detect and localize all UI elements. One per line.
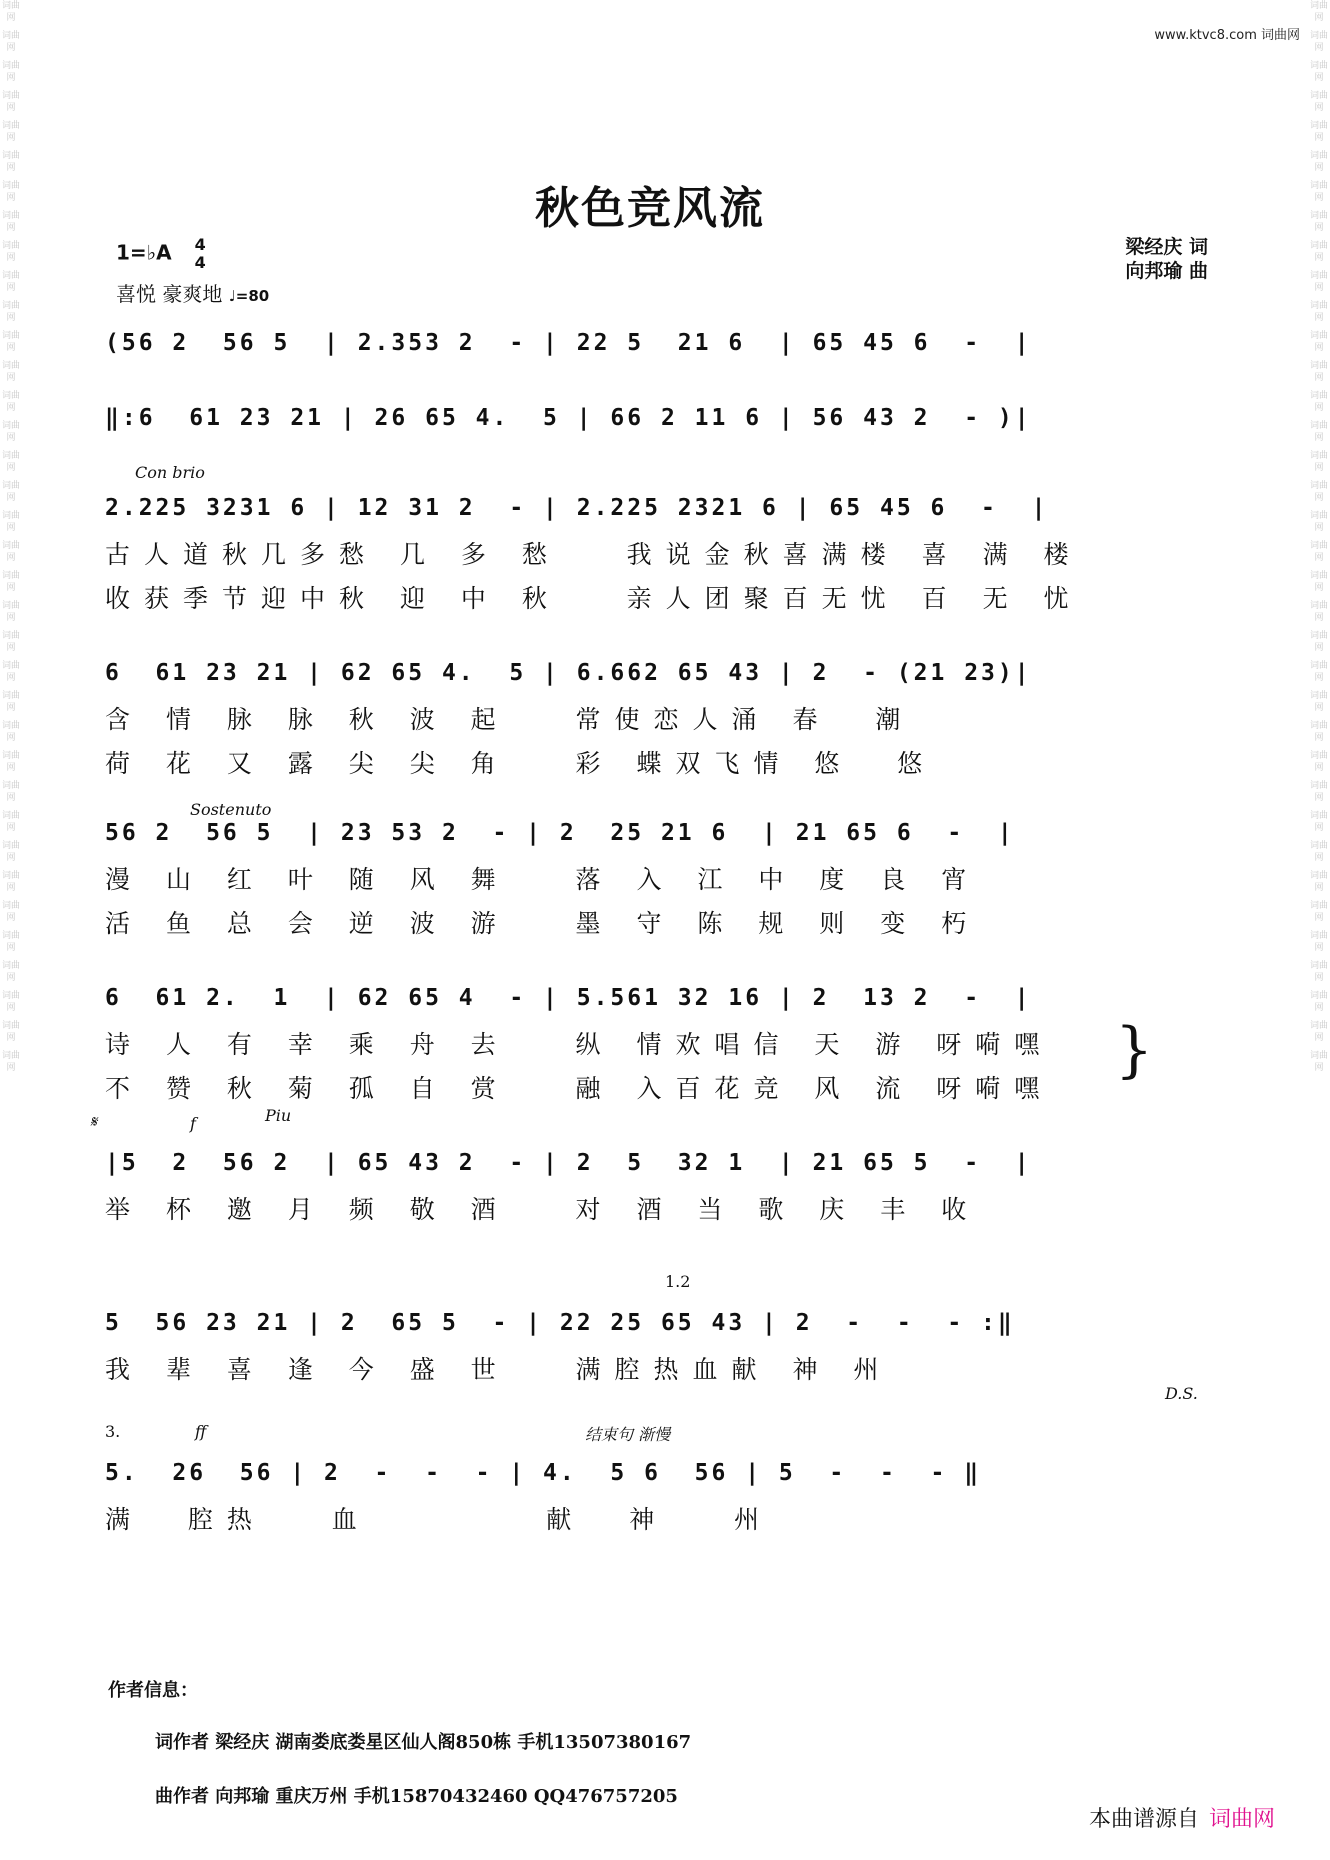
lyric-line-2: 收获季节迎中秋 迎 中 秋 亲人团聚百无忧 百 无 忧	[105, 584, 1083, 613]
watermark-text: 词曲网	[2, 751, 20, 773]
watermark-text: 词曲网	[1310, 271, 1328, 293]
watermark-text: 词曲网	[2, 631, 20, 653]
song-title: 秋色竞风流	[535, 183, 765, 234]
notation-line: 56 2 56 5 | 23 53 2 - | 2 25 21 6 | 21 65 6 - |	[105, 820, 1015, 846]
watermark-text: 词曲网	[1310, 301, 1328, 323]
watermark-text: 词曲网	[2, 421, 20, 443]
notation-line: 6 61 23 21 | 62 65 4. 5 | 6.662 65 43 | 2 - (21 23)|	[105, 660, 1032, 686]
lyricist-credit: 梁经庆 词	[1125, 236, 1208, 258]
source-brand[interactable]: 词曲网	[1208, 1807, 1275, 1832]
notation-line: 6 61 2. 1 | 62 65 4 - | 5.561 32 16 | 2 13 2 - |	[105, 985, 1032, 1011]
watermark-text: 词曲网	[1310, 181, 1328, 203]
watermark-text: 词曲网	[1310, 601, 1328, 623]
notation-line: 5 56 23 21 | 2 65 5 - | 22 25 65 43 | 2 - - - :‖	[105, 1310, 1015, 1336]
watermark-text: 词曲网	[2, 661, 20, 683]
watermark-text: 词曲网	[2, 181, 20, 203]
watermark-text: 词曲网	[1310, 1021, 1328, 1043]
watermark-strip-right	[1310, 0, 1328, 1860]
time-signature	[195, 236, 206, 272]
watermark-text: 词曲网	[1310, 391, 1328, 413]
expression-mark: Con brio	[135, 463, 205, 482]
watermark-text: 词曲网	[1310, 1051, 1328, 1073]
watermark-text: 词曲网	[2, 781, 20, 803]
watermark-text: 词曲网	[2, 331, 20, 353]
composer-info: 曲作者 向邦瑜 重庆万州 手机15870432460 QQ476757205	[155, 1786, 678, 1807]
notation-line: |5 2 56 2 | 65 43 2 - | 2 5 32 1 | 21 65 5 - |	[105, 1150, 1032, 1176]
watermark-text: 词曲网	[1310, 31, 1328, 53]
watermark-text: 词曲网	[1310, 811, 1328, 833]
expression-mark: f	[190, 1114, 196, 1133]
watermark-strip-left	[2, 0, 20, 1860]
watermark-text: 词曲网	[2, 991, 20, 1013]
watermark-text: 词曲网	[1310, 871, 1328, 893]
lyric-line-1: 含 情 脉 脉 秋 波 起 常使恋人涌 春 潮	[105, 705, 915, 734]
watermark-text: 词曲网	[1310, 841, 1328, 863]
watermark-text: 词曲网	[1310, 511, 1328, 533]
watermark-text: 词曲网	[2, 61, 20, 83]
watermark-text: 词曲网	[2, 241, 20, 263]
lyric-line-1: 古人道秋几多愁 几 多 愁 我说金秋喜满楼 喜 满 楼	[105, 540, 1083, 569]
notation-line: ‖:6 61 23 21 | 26 65 4. 5 | 66 2 11 6 | 56 43 2 - )|	[105, 405, 1032, 431]
watermark-text: 词曲网	[1310, 571, 1328, 593]
watermark-text: 词曲网	[1310, 61, 1328, 83]
lyric-line-1: 漫 山 红 叶 随 风 舞 落 入 江 中 度 良 宵	[105, 865, 981, 894]
watermark-text: 词曲网	[1310, 991, 1328, 1013]
watermark-text: 词曲网	[2, 511, 20, 533]
watermark-text: 词曲网	[2, 601, 20, 623]
watermark-text: 词曲网	[2, 961, 20, 983]
watermark-text: 词曲网	[1310, 361, 1328, 383]
key: 1=♭A	[116, 240, 172, 265]
volta-number: 1.2	[665, 1272, 691, 1291]
lyric-line-2: 活 鱼 总 会 逆 波 游 墨 守 陈 规 则 变 朽	[105, 909, 981, 938]
watermark-text: 词曲网	[1310, 241, 1328, 263]
watermark-text: 词曲网	[2, 691, 20, 713]
watermark-text: 词曲网	[1310, 631, 1328, 653]
watermark-text: 词曲网	[2, 721, 20, 743]
site-url[interactable]: www.ktvc8.com 词曲网	[1154, 28, 1300, 43]
watermark-text: 词曲网	[2, 151, 20, 173]
watermark-text: 词曲网	[2, 571, 20, 593]
watermark-text: 词曲网	[2, 391, 20, 413]
watermark-text: 词曲网	[2, 1051, 20, 1073]
watermark-text: 词曲网	[2, 901, 20, 923]
tempo-marking	[116, 278, 269, 307]
lyric-line-1: 满 腔热 血 献 神 州	[105, 1505, 774, 1534]
watermark-text: 词曲网	[2, 271, 20, 293]
watermark-text: 词曲网	[2, 301, 20, 323]
expression-mark: 结束句 渐慢	[585, 1425, 671, 1444]
lyric-line-1: 举 杯 邀 月 频 敬 酒 对 酒 当 歌 庆 丰 收	[105, 1195, 981, 1224]
expression-mark: Piu	[265, 1106, 292, 1125]
expression-mark: ff	[195, 1422, 207, 1441]
notation-line: 5. 26 56 | 2 - - - | 4. 5 6 56 | 5 - - - ‖	[105, 1460, 982, 1486]
watermark-text: 词曲网	[1310, 961, 1328, 983]
watermark-text: 词曲网	[2, 451, 20, 473]
dal-segno-mark: D.S.	[1165, 1384, 1198, 1403]
source-prefix: 本曲谱源自	[1088, 1807, 1199, 1832]
repeat-brace: }	[1115, 1015, 1154, 1085]
tempo-bpm: ♩=80	[228, 287, 270, 305]
watermark-text: 词曲网	[2, 211, 20, 233]
watermark-text: 词曲网	[1310, 1, 1328, 23]
watermark-text: 词曲网	[2, 31, 20, 53]
watermark-text: 词曲网	[1310, 751, 1328, 773]
notation-line: 2.225 3231 6 | 12 31 2 - | 2.225 2321 6 | 65 45 6 - |	[105, 495, 1049, 521]
tempo-text: 喜悦 豪爽地	[116, 282, 223, 306]
watermark-text: 词曲网	[1310, 481, 1328, 503]
watermark-text: 词曲网	[1310, 121, 1328, 143]
key-signature	[116, 236, 206, 272]
watermark-text: 词曲网	[1310, 331, 1328, 353]
watermark-text: 词曲网	[1310, 211, 1328, 233]
watermark-text: 词曲网	[1310, 151, 1328, 173]
watermark-text: 词曲网	[1310, 421, 1328, 443]
source-credit	[1089, 1802, 1275, 1833]
time-sig-bottom: 4	[194, 253, 206, 272]
notation-line: (56 2 56 5 | 2.353 2 - | 22 5 21 6 | 65 45 6 - |	[105, 330, 1032, 356]
author-info-heading: 作者信息：	[108, 1680, 198, 1701]
watermark-text: 词曲网	[2, 121, 20, 143]
watermark-text: 词曲网	[1310, 541, 1328, 563]
watermark-text: 词曲网	[1310, 781, 1328, 803]
lyric-line-1: 我 辈 喜 逢 今 盛 世 满腔热血献 神 州	[105, 1355, 893, 1384]
watermark-text: 词曲网	[1310, 661, 1328, 683]
watermark-text: 词曲网	[2, 541, 20, 563]
watermark-text: 词曲网	[2, 361, 20, 383]
watermark-text: 词曲网	[2, 1, 20, 23]
watermark-text: 词曲网	[1310, 91, 1328, 113]
watermark-text: 词曲网	[2, 91, 20, 113]
watermark-text: 词曲网	[2, 841, 20, 863]
watermark-text: 词曲网	[1310, 931, 1328, 953]
lyric-line-2: 荷 花 又 露 尖 尖 角 彩 蝶双飞情 悠 悠	[105, 749, 937, 778]
watermark-text: 词曲网	[2, 811, 20, 833]
watermark-text: 词曲网	[1310, 691, 1328, 713]
watermark-text: 词曲网	[1310, 901, 1328, 923]
expression-mark: 𝄋	[90, 1112, 97, 1131]
volta-number: 3.	[105, 1422, 121, 1441]
watermark-text: 词曲网	[1310, 451, 1328, 473]
watermark-text: 词曲网	[2, 1021, 20, 1043]
lyric-line-1: 诗 人 有 幸 乘 舟 去 纵 情欢唱信 天 游 呀嗬嘿	[105, 1030, 1054, 1059]
lyricist-info: 词作者 梁经庆 湖南娄底娄星区仙人阁850栋 手机13507380167	[155, 1732, 692, 1753]
expression-mark: Sostenuto	[190, 800, 272, 819]
watermark-text: 词曲网	[2, 481, 20, 503]
watermark-text: 词曲网	[1310, 721, 1328, 743]
watermark-text: 词曲网	[2, 871, 20, 893]
time-sig-top: 4	[194, 235, 206, 254]
lyric-line-2: 不 赞 秋 菊 孤 自 赏 融 入百花竞 风 流 呀嗬嘿	[105, 1074, 1054, 1103]
composer-credit: 向邦瑜 曲	[1125, 260, 1208, 282]
watermark-text: 词曲网	[2, 931, 20, 953]
